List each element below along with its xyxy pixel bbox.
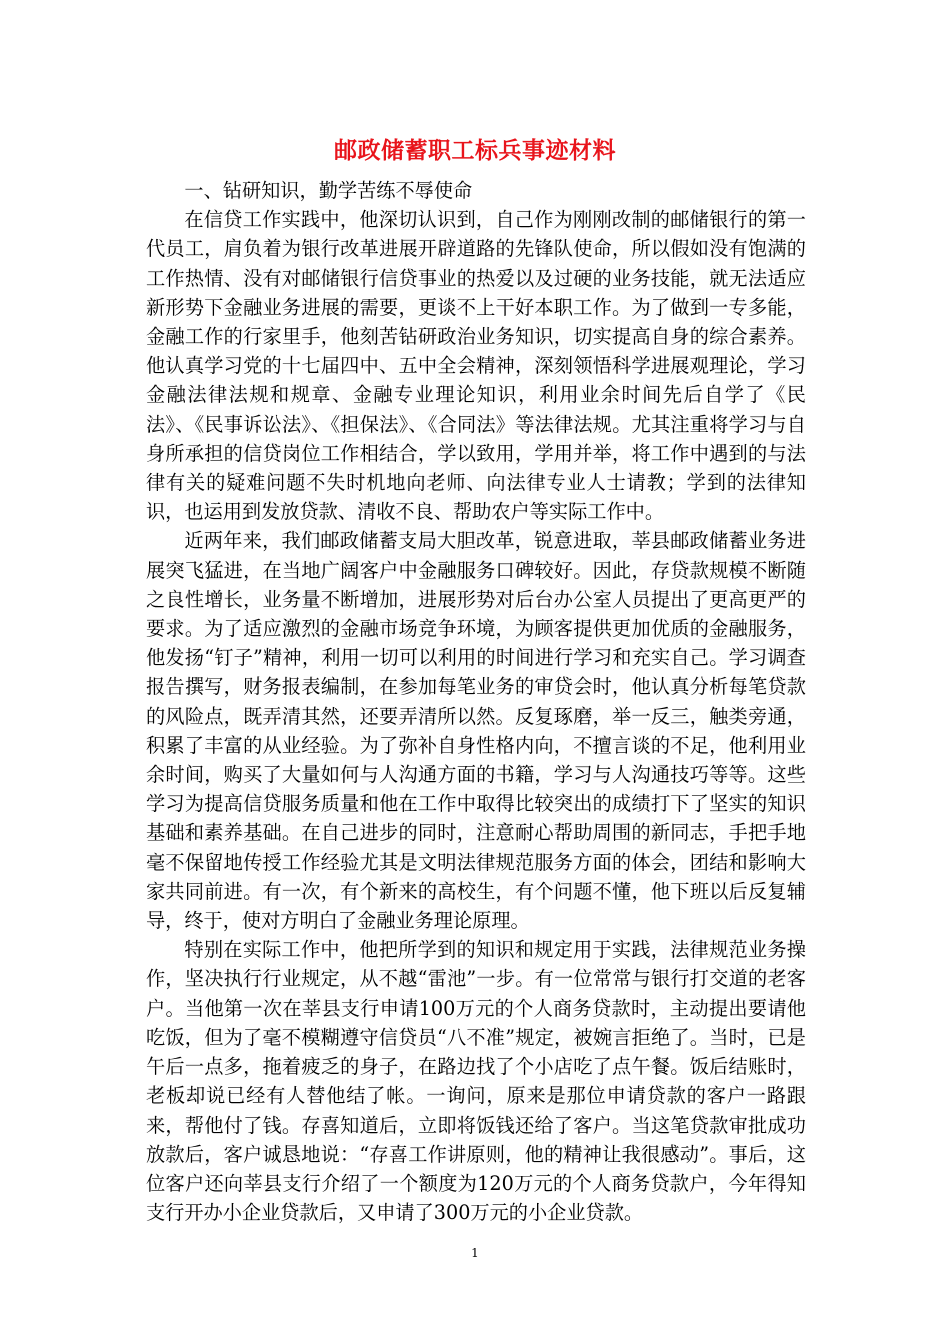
body-paragraph: 特别在实际工作中，他把所学到的知识和规定用于实践，法律规范业务操作，坚决执行行业规定，从不越“雷池”一步。有一位常常与银行打交道的老客户。当他第一次在莘县支行申请100万元的个人商务贷款时，主动提出要请他吃饭，但为了毫不模糊遵守信贷员“八不准”规定，被婉言拒绝了。当时，已是午后一点多，拖着疲乏的身子，在路边找了个小店吃了点午餐。饭后结账时，老板却说已经有人替他结了帐。一询问，原来是那位申请贷款的客户一路跟来，帮他付了钱。存喜知道后，立即将饭钱还给了客户。当这笔贷款审批成功放款后，客户诚恳地说：“存喜工作讲原则，他的精神让我很感动”。事后，这位客户还向莘县支行介绍了一个额度为120万元的个人商务贷款户，今年得知支行开办小企业贷款后，又申请了300万元的小企业贷款。	[146, 938, 806, 1225]
section-heading: 一、钻研知识，勤学苦练不辱使命	[184, 179, 473, 202]
body-paragraph: 在信贷工作实践中，他深切认识到，自己作为刚刚改制的邮储银行的第一代员工，肩负着为银行改革进展开辟道路的先锋队使命，所以假如没有饱满的工作热情、没有对邮储银行信贷事业的热爱以及过硬的业务技能，就无法适应新形势下金融业务进展的需要，更谈不上干好本职工作。为了做到一专多能，金融工作的行家里手，他刻苦钻研政治业务知识，切实提高自身的综合素养。他认真学习党的十七届四中、五中全会精神，深刻领悟科学进展观理论，学习金融法律法规和规章、金融专业理论知识，利用业余时间先后自学了《民法》、《民事诉讼法》、《担保法》、《合同法》等法律法规。尤其注重将学习与自身所承担的信贷岗位工作相结合，学以致用，学用并举，将工作中遇到的与法律有关的疑难问题不失时机地向老师、向法律专业人士请教；学到的法律知识，也运用到发放贷款、清收不良、帮助农户等实际工作中。	[146, 208, 806, 524]
document-title: 邮政储蓄职工标兵事迹材料	[334, 137, 616, 164]
body-paragraph: 近两年来，我们邮政储蓄支局大胆改革，锐意进取，莘县邮政储蓄业务进展突飞猛进，在当地广阔客户中金融服务口碑较好。因此，存贷款规模不断随之良性增长，业务量不断增加，进展形势对后台办公室人员提出了更高更严的要求。为了适应激烈的金融市场竞争环境，为顾客提供更加优质的金融服务，他发扬“钉子”精神，利用一切可以利用的时间进行学习和充实自己。学习调查报告撰写，财务报表编制，在参加每笔业务的审贷会时，他认真分析每笔贷款的风险点，既弄清其然，还要弄清所以然。反复琢磨，举一反三，触类旁通，积累了丰富的从业经验。为了弥补自身性格内向，不擅言谈的不足，他利用业余时间，购买了大量如何与人沟通方面的书籍，学习与人沟通技巧等等。这些学习为提高信贷服务质量和他在工作中取得比较突出的成绩打下了坚实的知识基础和素养基础。在自己进步的同时，注意耐心帮助周围的新同志，手把手地毫不保留地传授工作经验尤其是文明法律规范服务方面的体会，团结和影响大家共同前进。有一次，有个新来的高校生，有个问题不懂，他下班以后反复辅导，终于，使对方明白了金融业务理论原理。	[146, 529, 806, 933]
document-body	[146, 176, 806, 1227]
page-number: 1	[471, 1246, 479, 1260]
